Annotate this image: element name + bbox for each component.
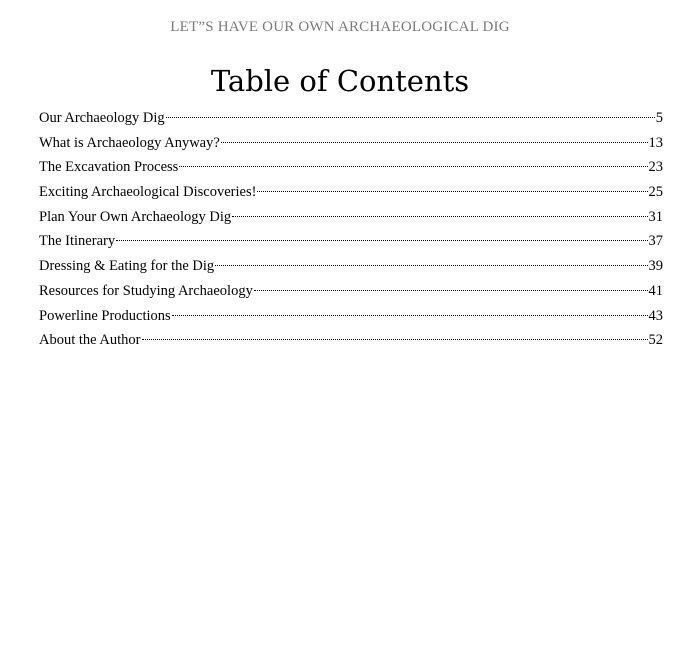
dot-leader: [172, 315, 648, 316]
toc-entry-label: Resources for Studying Archaeology: [39, 282, 253, 299]
toc-entry-plan-your-own-dig[interactable]: [39, 207, 663, 232]
toc-entry-page: 39: [648, 258, 663, 275]
toc-entry-page: 41: [648, 282, 663, 299]
toc-entry-resources[interactable]: [39, 281, 663, 306]
toc-entry-about-the-author[interactable]: [39, 330, 663, 355]
toc-entry-page: 13: [648, 134, 663, 151]
toc-entry-page: 25: [648, 184, 663, 201]
toc-entry-page: 37: [648, 233, 663, 250]
toc-entry-label: What is Archaeology Anyway?: [39, 134, 220, 151]
toc-entry-page: 5: [655, 110, 663, 126]
dot-leader: [257, 191, 647, 192]
dot-leader: [142, 339, 648, 340]
toc-entry-exciting-discoveries[interactable]: [39, 182, 663, 207]
toc-entry-page: 31: [648, 208, 663, 225]
toc-entry-label: Dressing & Eating for the Dig: [39, 258, 215, 275]
toc-entry-label: Powerline Productions: [39, 307, 171, 324]
dot-leader: [166, 117, 655, 118]
dot-leader: [179, 166, 647, 167]
dot-leader: [215, 265, 647, 266]
toc-entry-our-archaeology-dig[interactable]: [39, 108, 663, 133]
toc-entry-page: 23: [648, 159, 663, 176]
toc-entry-page: 52: [648, 332, 663, 349]
toc-entry-dressing-eating[interactable]: [39, 256, 663, 281]
toc-entry-page: 43: [648, 307, 663, 324]
dot-leader: [254, 290, 648, 291]
dot-leader: [116, 240, 647, 241]
toc-entry-excavation-process[interactable]: [39, 157, 663, 182]
toc-entry-label: About the Author: [39, 332, 141, 349]
running-header: LET”S HAVE OUR OWN ARCHAEOLOGICAL DIG: [170, 19, 510, 35]
toc-title: Table of Contents: [210, 64, 470, 98]
toc-entry-label: Our Archaeology Dig: [39, 110, 165, 126]
toc-entry-itinerary[interactable]: [39, 231, 663, 256]
toc-list: [39, 108, 663, 355]
toc-entry-label: The Excavation Process: [39, 159, 179, 176]
toc-entry-what-is-archaeology[interactable]: [39, 133, 663, 158]
toc-entry-label: The Itinerary: [39, 233, 116, 250]
dot-leader: [221, 142, 648, 143]
toc-entry-label: Exciting Archaeological Discoveries!: [39, 184, 257, 201]
dot-leader: [232, 216, 647, 217]
toc-entry-powerline-productions[interactable]: [39, 306, 663, 331]
toc-entry-label: Plan Your Own Archaeology Dig: [39, 208, 232, 225]
